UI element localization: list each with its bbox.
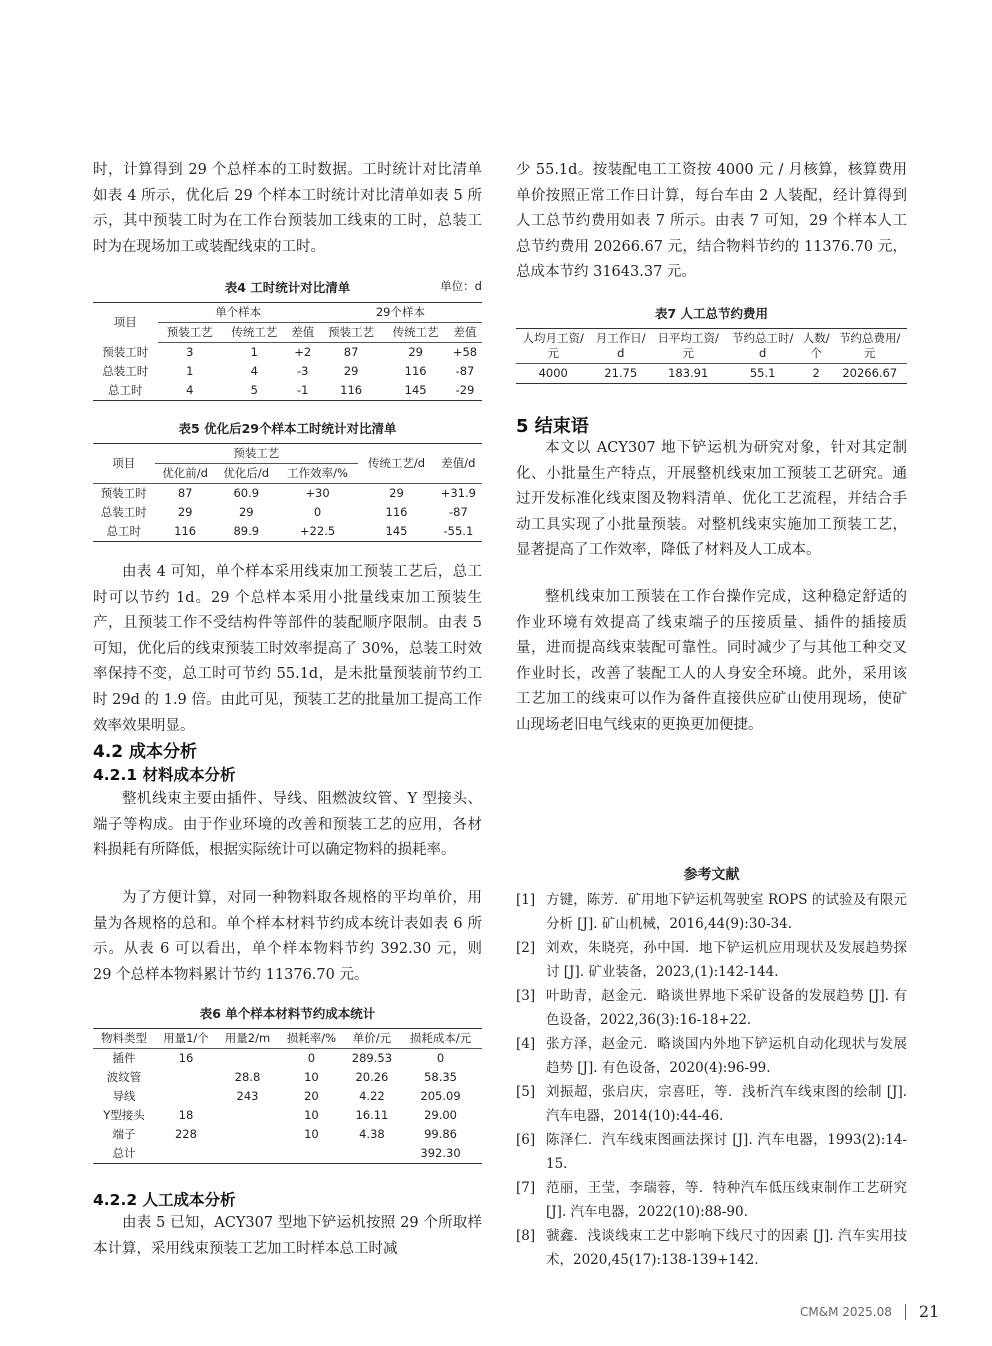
- column-header: [651, 329, 725, 364]
- table-cell: 28.8: [234, 1070, 261, 1084]
- table-6-caption: 表6 单个样本材料节约成本统计: [199, 1006, 376, 1021]
- reference-text: 陈泽仁．汽车线束图画法探讨 [J]. 汽车电器，1993(2):14-15.: [546, 1132, 907, 1172]
- column-header-line: d: [759, 346, 767, 360]
- table-cell: -1: [287, 381, 319, 401]
- table-cell: +30: [305, 486, 330, 500]
- table-cell: 116: [319, 381, 384, 401]
- column-header: 预装工艺: [319, 323, 384, 343]
- table-cell: 2: [800, 364, 833, 384]
- column-header: 用量1/个: [155, 1029, 217, 1049]
- column-header: 差值: [287, 323, 319, 343]
- table-cell: 145: [383, 381, 448, 401]
- reference-number: [6]: [516, 1132, 536, 1148]
- table-cell: 4000: [516, 364, 590, 384]
- reference-text: 虢鑫．浅谈线束工艺中影响下线尺寸的因素 [J]. 汽车实用技术，2020,45(17):138-139+142.: [546, 1228, 907, 1268]
- table-cell: 20: [304, 1089, 319, 1103]
- column-header: 优化前/d: [155, 464, 216, 484]
- table-cell: -55.1: [435, 522, 482, 542]
- table-cell: 总计: [93, 1144, 155, 1164]
- column-header: [516, 329, 590, 364]
- table-row: [93, 503, 482, 522]
- table-cell: 0: [307, 1051, 316, 1065]
- table-cell: 3: [186, 345, 194, 359]
- right-paragraph-1: [516, 158, 907, 286]
- column-header: 损耗成本/元: [399, 1029, 482, 1049]
- reference-list: [516, 888, 907, 1272]
- table-cell: 116: [404, 364, 427, 378]
- table-cell: 16.11: [355, 1108, 389, 1122]
- table-cell: [217, 1144, 278, 1164]
- table-row: [93, 1106, 482, 1125]
- right-paragraph-2: [516, 436, 907, 564]
- table-cell: 4.22: [359, 1089, 385, 1103]
- reference-number: [1]: [516, 892, 536, 908]
- column-header: 用量2/m: [217, 1029, 278, 1049]
- header-item: 项目: [93, 303, 158, 343]
- journal-issue: CM&M 2025.08: [800, 1304, 892, 1319]
- reference-number: [4]: [516, 1036, 536, 1052]
- table-cell: 4: [158, 381, 223, 401]
- table-cell: 99.86: [424, 1127, 457, 1141]
- column-header-line: d: [617, 346, 625, 360]
- table-cell: 端子: [112, 1127, 136, 1141]
- column-header: 传统工艺: [383, 323, 448, 343]
- column-header: 损耗率/%: [278, 1029, 345, 1049]
- header-group-29: 29个样本: [319, 303, 482, 323]
- table-cell: 243: [236, 1089, 259, 1103]
- column-header-line: 元: [547, 346, 559, 360]
- reference-text: 范丽，王莹，李瑞蓉，等．特种汽车低压线束制作工艺研究 [J]. 汽车电器，2022(10):88-90.: [546, 1180, 907, 1220]
- page-number: 21: [918, 1302, 940, 1321]
- table-4-grid: [93, 302, 482, 401]
- column-header-line: 节约总工时/: [731, 331, 794, 345]
- left-paragraph-2: [93, 560, 482, 739]
- table-5-grid: [93, 443, 482, 542]
- table-cell: 导线: [112, 1089, 136, 1103]
- table-5-caption: 表5 优化后29个样本工时统计对比清单: [178, 421, 397, 436]
- table-cell: 4: [250, 364, 258, 378]
- table-cell: 29: [389, 486, 404, 500]
- table-cell: [217, 1049, 278, 1069]
- column-header: 优化后/d: [216, 464, 277, 484]
- reference-number: [3]: [516, 988, 536, 1004]
- paragraph-text: 时，计算得到 29 个总样本的工时数据。工时统计对比清单如表 4 所示，优化后 29 个样本工时统计对比清单如表 5 所示，其中预装工时为在工作台预装加工线束的工时，总装工时为在现场加工或装配线束的工时。: [93, 162, 482, 255]
- table-cell: 16: [178, 1051, 194, 1065]
- table-row: [93, 522, 482, 542]
- table-cell: 55.1: [725, 364, 799, 384]
- table-cell: [217, 1106, 278, 1125]
- table-cell: 116: [385, 505, 408, 519]
- table-cell: 145: [358, 522, 435, 542]
- table-6: [93, 1004, 482, 1164]
- table-cell: 10: [304, 1127, 319, 1141]
- table-cell: 20.26: [355, 1070, 389, 1084]
- table-cell: 392.30: [399, 1144, 482, 1164]
- table-cell: [155, 1087, 217, 1106]
- table-row: [93, 362, 482, 381]
- section-heading: 5 结束语: [516, 416, 589, 437]
- table-cell: -29: [448, 381, 482, 401]
- footer-divider: [905, 1304, 906, 1320]
- table-cell: 205.09: [420, 1089, 461, 1103]
- column-header: [833, 329, 908, 364]
- table-7-grid: [516, 328, 907, 384]
- table-cell: +22.5: [277, 522, 358, 542]
- table-row: [93, 484, 482, 504]
- column-header-line: 日平均工资/: [657, 331, 719, 345]
- reference-text: 方键，陈芳．矿用地下铲运机驾驶室 ROPS 的试验及有限元分析 [J]. 矿山机械，2016,44(9):30-34.: [546, 892, 907, 932]
- column-header-line: 元: [682, 346, 694, 360]
- table-cell: 插件: [112, 1051, 136, 1065]
- table-7-caption: 表7 人工总节约费用: [654, 306, 769, 321]
- column-header: 差值: [448, 323, 482, 343]
- paragraph-text: 为了方便计算，对同一种物料取各规格的平均单价，用量为各规格的总和。单个样本材料节约成本统计表如表 6 所示。从表 6 可以看出，单个样本物料节约 392.30 元，则 29 个总样本物料累计节约 11376.70 元。: [93, 890, 482, 983]
- reference-item: [516, 984, 907, 1032]
- heading-4-2: [93, 737, 482, 762]
- reference-item: [516, 1080, 907, 1128]
- table-cell: 29: [408, 345, 423, 359]
- table-cell: 29.00: [424, 1108, 457, 1122]
- table-cell: 预装工时: [102, 344, 149, 359]
- left-paragraph-3: [93, 787, 482, 864]
- table-cell: 1: [250, 345, 258, 359]
- reference-item: [516, 1176, 907, 1224]
- reference-number: [7]: [516, 1180, 536, 1196]
- column-header: 工作效率/%: [277, 464, 358, 484]
- subsection-heading: 4.2.1 材料成本分析: [93, 766, 236, 784]
- table-cell: [278, 1144, 345, 1164]
- table-cell: 58.35: [424, 1070, 457, 1084]
- heading-5: [516, 412, 907, 438]
- table-cell: +31.9: [440, 486, 476, 500]
- column-header: 物料类型: [93, 1029, 155, 1049]
- table-cell: 87: [177, 486, 193, 500]
- column-header: [725, 329, 799, 364]
- table-cell: 60.9: [233, 486, 260, 500]
- table-cell: 289.53: [351, 1051, 393, 1065]
- table-cell: [155, 1144, 217, 1164]
- table-row: [93, 1144, 482, 1164]
- table-row: [93, 381, 482, 401]
- table-cell: 89.9: [216, 522, 277, 542]
- reference-item: [516, 1032, 907, 1080]
- table-cell: 总装工时: [100, 505, 147, 519]
- table-cell: 29: [343, 364, 359, 378]
- table-cell: -87: [455, 364, 475, 378]
- table-cell: 4.38: [359, 1127, 385, 1141]
- page-footer: [800, 1302, 939, 1321]
- column-header-line: 月工作日/: [595, 331, 646, 345]
- table-cell: 10: [304, 1070, 319, 1084]
- table-4-caption: [93, 278, 482, 296]
- heading-4-2-2: [93, 1188, 482, 1210]
- table-cell: 29: [177, 505, 193, 519]
- right-paragraph-3: [516, 585, 907, 739]
- table-row: [93, 1087, 482, 1106]
- table-cell: 0: [313, 505, 322, 519]
- table-cell: 228: [174, 1127, 197, 1141]
- paragraph-text: 整机线束加工预装在工作台操作完成，这种稳定舒适的作业环境有效提高了线束端子的压接质量、插件的插接质量，进而提高线束装配可靠性。同时减少了与其他工种交叉作业时长，改善了装配工人的人身安全环境。此外，采用该工艺加工的线束可以作为备件直接供应矿山使用现场，使矿山现场老旧电气线束的更换更加便捷。: [516, 589, 907, 733]
- paragraph-text: 由表 4 可知，单个样本采用线束加工预装工艺后，总工时可以节约 1d。29 个总样本采用小批量线束加工预装生产，且预装工作不受结构件等部件的装配顺序限制。由表 5 可知，优化后的线束预装工时效率提高了 30%，总装工时效率保持不变，总工时可节约 55.1d，是未批量预装前节约工时 29d 的 1.9 倍。由此可见，预装工艺的批量加工提高工作效率效果明显。: [93, 564, 482, 734]
- subsection-heading: 4.2.2 人工成本分析: [93, 1191, 236, 1209]
- paragraph-text: 本文以 ACY307 地下铲运机为研究对象，针对其定制化、小批量生产特点，开展整机线束加工预装工艺研究。通过开发标准化线束图及物料清单、优化工艺流程，并结合手动工具实现了小批量预装。对整机线束实施加工预装工艺，显著提高了工作效率，降低了材料及人工成本。: [516, 440, 907, 559]
- reference-number: [2]: [516, 940, 536, 956]
- table-cell: 预装工时: [100, 486, 147, 500]
- table-cell: +58: [452, 345, 478, 359]
- column-header: 单价/元: [345, 1029, 399, 1049]
- table-7: [516, 304, 907, 384]
- references-title: 参考文献: [683, 867, 740, 883]
- reference-item: [516, 1128, 907, 1176]
- references: [516, 864, 907, 1272]
- column-header: 预装工艺: [158, 323, 223, 343]
- table-row: [93, 1068, 482, 1087]
- heading-4-2-1: [93, 763, 482, 785]
- table-cell: 116: [155, 522, 216, 542]
- table-6-grid: [93, 1028, 482, 1164]
- reference-text: 张方泽，赵金元．略谈国内外地下铲运机自动化现状与发展趋势 [J]. 有色设备，2020(4):96-99.: [546, 1036, 907, 1076]
- column-header-line: 人均月工资/: [522, 331, 584, 345]
- table-cell: -87: [448, 505, 468, 519]
- column-header-line: 节约总费用/: [839, 331, 901, 345]
- table-cell: 波纹管: [106, 1070, 142, 1084]
- table-cell: 5: [222, 381, 287, 401]
- column-header: 传统工艺: [222, 323, 287, 343]
- table-cell: 21.75: [590, 364, 651, 384]
- table-cell: Y型接头: [103, 1108, 145, 1122]
- table-cell: 1: [186, 364, 194, 378]
- reference-item: [516, 888, 907, 936]
- table-cell: -3: [296, 364, 309, 378]
- table-cell: +2: [294, 345, 312, 359]
- table-4: [93, 278, 482, 401]
- table-cell: 总装工时: [102, 364, 149, 378]
- reference-item: [516, 936, 907, 984]
- reference-item: [516, 1224, 907, 1272]
- reference-number: [5]: [516, 1084, 536, 1100]
- table-4-unit: 单位：d: [440, 279, 482, 293]
- table-cell: 总工时: [93, 522, 155, 542]
- column-header-line: 个: [810, 346, 822, 360]
- caption-text: 表4 工时统计对比清单: [224, 280, 351, 295]
- section-heading: 4.2 成本分析: [93, 742, 198, 762]
- column-header: [800, 329, 833, 364]
- reference-text: 刘欢，朱晓亮，孙中国．地下铲运机应用现状及发展趋势探讨 [J]. 矿业装备，2023,(1):142-144.: [546, 940, 907, 980]
- paragraph-text: 少 55.1d。按装配电工工资按 4000 元 / 月核算，核算费用单价按照正常工作日计算，每台车由 2 人装配，经计算得到人工总节约费用如表 7 所示。由表 7 可知，29 个样本人工总节约费用 20266.67 元，结合物料节约的 11376.70 元，总成本节约 31643.37 元。: [516, 162, 907, 281]
- header-group-single: 单个样本: [158, 303, 319, 323]
- table-row: [93, 1049, 482, 1069]
- column-header-line: 元: [864, 346, 876, 360]
- table-cell: 0: [436, 1051, 445, 1065]
- table-cell: 18: [178, 1108, 194, 1122]
- reference-text: 叶助青，赵金元．略谈世界地下采矿设备的发展趋势 [J]. 有色设备，2022,36(3):16-18+22.: [546, 988, 907, 1028]
- table-cell: 总工时: [93, 381, 158, 401]
- paragraph-text: 由表 5 已知，ACY307 型地下铲运机按照 29 个所取样本计算，采用线束预装工艺加工时样本总工时减: [93, 1215, 482, 1257]
- table-cell: 10: [304, 1108, 319, 1122]
- paragraph-text: 整机线束主要由插件、导线、阻燃波纹管、Y 型接头、端子等构成。由于作业环境的改善和预装工艺的应用，各材料损耗有所降低，根据实际统计可以确定物料的损耗率。: [93, 791, 482, 859]
- column-header: [590, 329, 651, 364]
- table-cell: 29: [238, 505, 254, 519]
- header-group-preassembly: 预装工艺: [155, 444, 359, 464]
- table-5: [93, 419, 482, 542]
- table-row: [93, 343, 482, 363]
- table-cell: [217, 1125, 278, 1144]
- reference-number: [8]: [516, 1228, 536, 1244]
- table-row: [93, 1125, 482, 1144]
- table-row: [516, 364, 907, 384]
- header-item: 项目: [93, 444, 155, 484]
- left-paragraph-4: [93, 886, 482, 988]
- table-cell: [155, 1068, 217, 1087]
- table-cell: 87: [343, 345, 359, 359]
- table-cell: 183.91: [651, 364, 725, 384]
- header-diff: 差值/d: [435, 444, 482, 484]
- reference-text: 刘振超，张启庆，宗喜旺，等．浅析汽车线束图的绘制 [J]. 汽车电器，2014(10):44-46.: [546, 1084, 907, 1124]
- table-cell: [345, 1144, 399, 1164]
- table-cell: 20266.67: [833, 364, 908, 384]
- left-paragraph-1: [93, 158, 482, 260]
- left-paragraph-5: [93, 1211, 482, 1262]
- column-header-line: 人数/: [802, 331, 830, 345]
- header-traditional: 传统工艺/d: [358, 444, 435, 484]
